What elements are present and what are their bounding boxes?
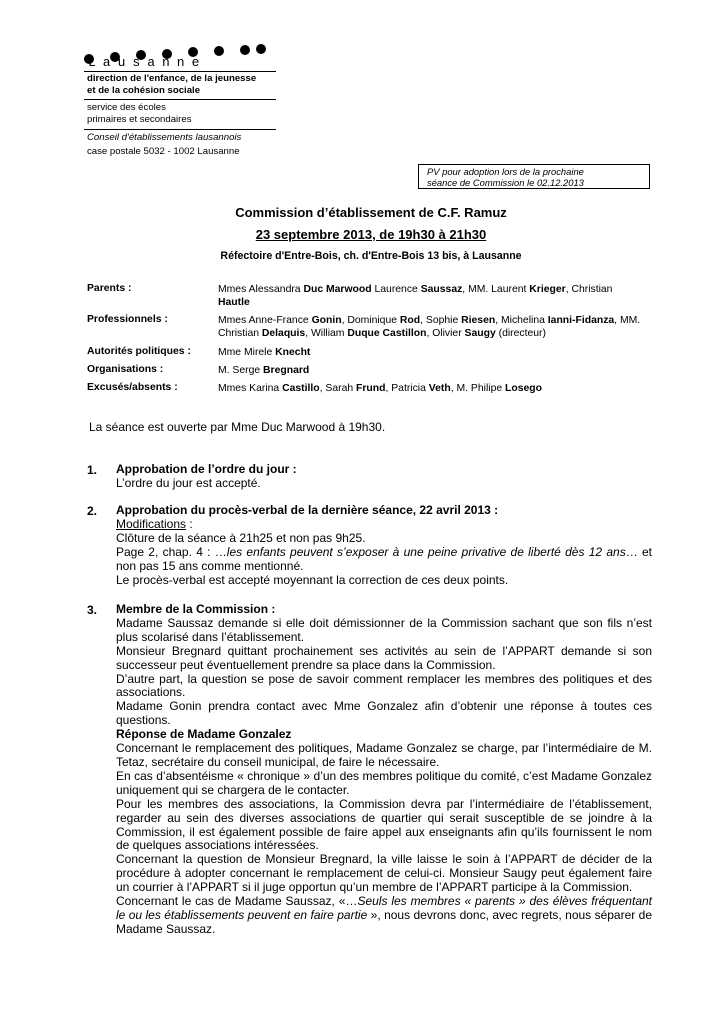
authorities-list: Mme Mirele Knecht (218, 347, 311, 358)
status-line-1: PV pour adoption lors de la prochaine (427, 166, 584, 177)
excused-list: Mmes Karina Castillo, Sarah Frund, Patricia Veth, M. Philipe Losego (218, 383, 542, 394)
section-3-paragraph: Madame Gonin prendra contact avec Mme Gonzalez afin d’obtenir une réponse à toutes ces questions. (116, 699, 652, 728)
section-1-number: 1. (87, 463, 98, 477)
professionals-label: Professionnels : (87, 314, 168, 325)
status-box (418, 164, 650, 189)
document-title: Commission d’établissement de C.F. Ramuz (235, 205, 507, 220)
section-3-paragraph: Madame Saussaz demande si elle doit démissionner de la Commission sachant que son fils n’est plus scolarisé dans l’établissement. (116, 615, 652, 644)
section-3-title: Membre de la Commission : (116, 602, 276, 616)
section-3-paragraph: Pour les membres des associations, la Commission devra par l’intermédiaire de l’établissement, regarder au sein des diverses associations de quartier qui serait susceptible de se joindre à la Commission, il est également possible de faire appel aux enseignants afin qu’ils fournissent le nom de quelques associations intéressées. (116, 796, 652, 853)
organisations-label: Organisations : (87, 364, 164, 375)
city-logo-word: Lausanne (88, 55, 207, 70)
modifications-heading: Modifications : (116, 516, 193, 531)
professionals-list: Mmes Anne-France Gonin, Dominique Rod, Sophie Riesen, Michelina Ianni-Fidanza, MM. Christian Delaquis, William Duque Castillon, Olivier Saugy (directeur) (218, 315, 641, 339)
header-divider (84, 71, 276, 72)
modification-2: Page 2, chap. 4 : …les enfants peuvent s’exposer à une peine privative de liberté dès 12 ans… et non pas 15 ans comme mentionné. (116, 544, 653, 573)
section-2-title: Approbation du procès-verbal de la dernière séance, 22 avril 2013 : (116, 503, 499, 517)
meeting-date: 23 septembre 2013, de 19h30 à 21h30 (255, 227, 487, 242)
section-3-paragraph: Concernant le cas de Madame Saussaz, «…Seuls les membres « parents » des élèves fréquentant le ou les établissements peuvent en faire partie », nous devrons donc, avec regrets, nous séparer de Madame Saussaz. (116, 894, 653, 936)
opening-statement: La séance est ouverte par Mme Duc Marwood à 19h30. (89, 420, 386, 434)
section-2-number: 2. (87, 504, 98, 518)
section-1-text: L’ordre du jour est accepté. (116, 475, 261, 490)
address-line: case postale 5032 - 1002 Lausanne (87, 146, 240, 157)
section-2-conclusion: Le procès-verbal est accepté moyennant la correction de ces deux points. (116, 572, 509, 587)
section-1 (116, 463, 652, 491)
excused-label: Excusés/absents : (87, 382, 178, 393)
service-line-1: service des écoles (87, 102, 166, 113)
section-3-paragraph: En cas d’absentéisme « chronique » d’un des membres politique du comité, c’est Madame Gonzalez uniquement qui se chargera de le contacter. (116, 768, 652, 797)
direction-line-2: et de la cohésion sociale (87, 85, 201, 96)
authorities-label: Autorités politiques : (87, 346, 191, 357)
conseil-line: Conseil d'établissements lausannois (87, 132, 242, 143)
section-3-number: 3. (87, 603, 98, 617)
section-3-paragraph: Concernant le remplacement des politiques, Madame Gonzalez se charge, par l’intermédiaire de M. Tetaz, secrétaire du conseil municipal, de faire le nécessaire. (116, 741, 652, 769)
section-3-paragraph: Monsieur Bregnard quittant prochainement ses activités au sein de l’APPART demande si son successeur peut éventuellement prendre sa place dans la Commission. (116, 643, 652, 672)
section-1-title: Approbation de l’ordre du jour : (116, 462, 297, 476)
parents-label: Parents : (87, 283, 132, 294)
header-divider (84, 129, 276, 130)
direction-line-1: direction de l'enfance, de la jeunesse (87, 73, 257, 84)
response-subtitle: Réponse de Madame Gonzalez (116, 727, 292, 742)
meeting-place: Réfectoire d'Entre-Bois, ch. d'Entre-Bois 13 bis, à Lausanne (220, 250, 522, 262)
modification-1: Clôture de la séance à 21h25 et non pas 9h25. (116, 530, 366, 545)
parents-list: Mmes Alessandra Duc Marwood Laurence Saussaz, MM. Laurent Krieger, Christian Hautle (218, 284, 613, 308)
organisations-list: M. Serge Bregnard (218, 365, 310, 376)
status-line-2: séance de Commission le 02.12.2013 (427, 177, 584, 188)
section-3-paragraph: D’autre part, la question se pose de savoir comment remplacer les membres des politiques et des associations. (116, 671, 652, 700)
service-line-2: primaires et secondaires (87, 114, 192, 125)
section-3 (116, 603, 652, 937)
section-3-paragraph: Concernant la question de Monsieur Bregnard, la ville laisse le soin à l’APPART de décider de la procédure à adopter concernant le remplacement de celui-ci. Monsieur Saugy peut également faire un courrier à l’APPART si il juge opportun qu’un membre de l’APPART participe à la Commission. (116, 852, 652, 895)
header-divider (84, 99, 276, 100)
section-2 (116, 504, 652, 587)
